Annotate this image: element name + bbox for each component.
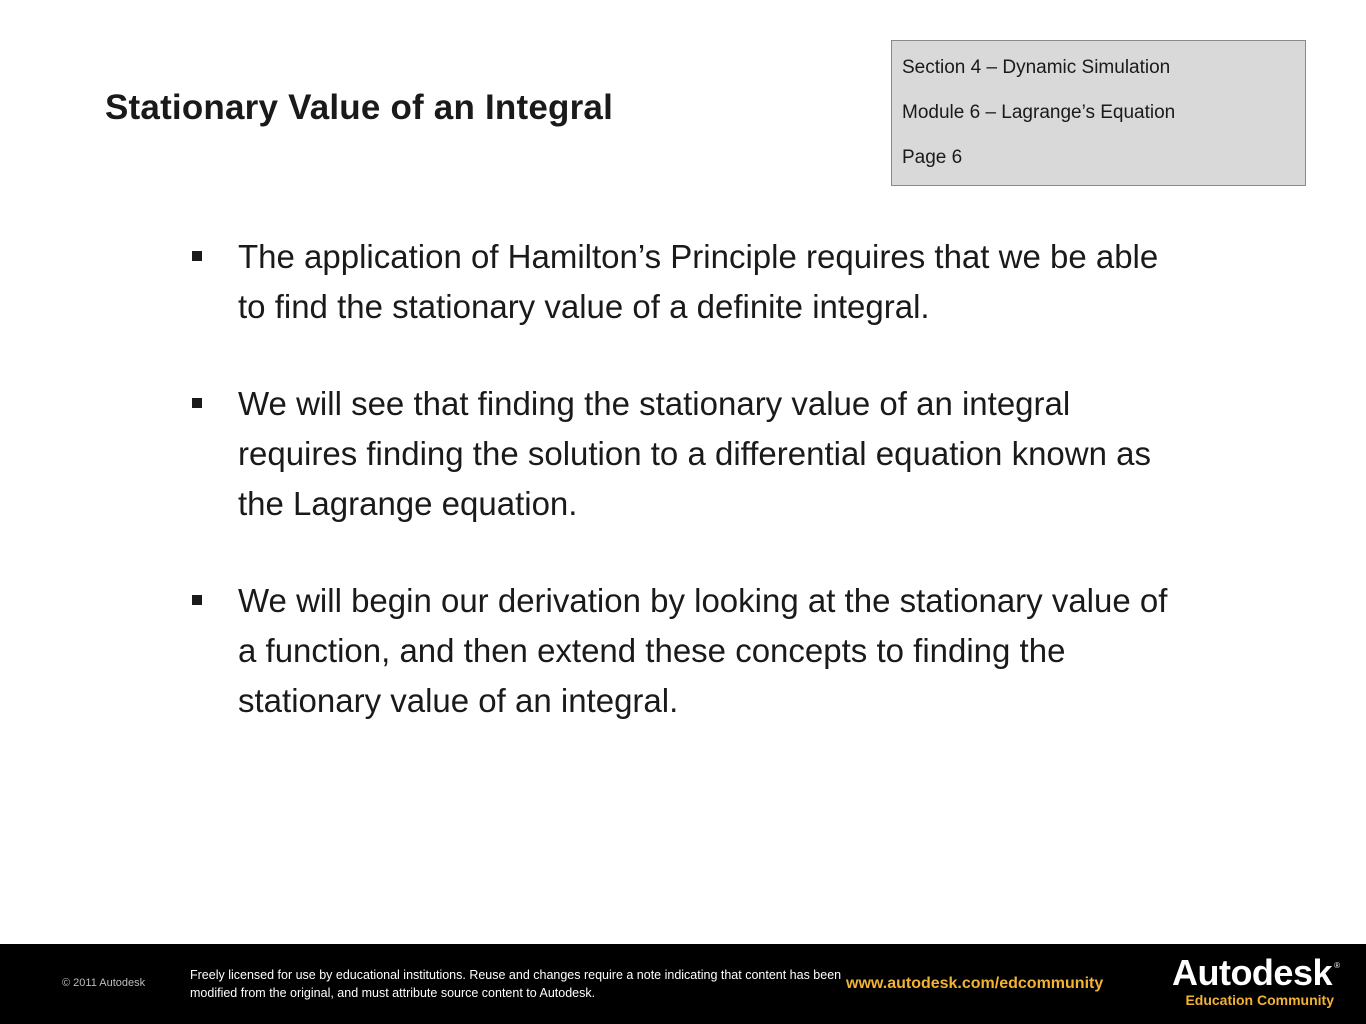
copyright-text: © 2011 Autodesk bbox=[62, 977, 146, 989]
square-bullet-icon bbox=[192, 398, 202, 408]
license-text: Freely licensed for use by educational institutions. Reuse and changes require a note indicating that content has been modified from the original, and must attribute source content to Autodesk. bbox=[190, 968, 842, 1000]
square-bullet-icon bbox=[192, 251, 202, 261]
bullet-item bbox=[192, 379, 1192, 529]
bullet-item bbox=[192, 232, 1192, 332]
section-label: Section 4 – Dynamic Simulation bbox=[902, 57, 1171, 78]
square-bullet-icon bbox=[192, 595, 202, 605]
logo-subtitle: Education Community bbox=[1185, 992, 1334, 1008]
community-link[interactable]: www.autodesk.com/edcommunity bbox=[846, 975, 1104, 992]
logo-wordmark: Autodesk bbox=[1171, 952, 1332, 993]
autodesk-logo bbox=[1160, 952, 1340, 1020]
section-info-box bbox=[891, 40, 1306, 186]
bullet-text: The application of Hamilton’s Principle requires that we be able to find the stationary value of a definite integral. bbox=[238, 238, 1159, 325]
bullet-item bbox=[192, 576, 1192, 726]
bullet-list bbox=[192, 232, 1192, 773]
registered-mark: ® bbox=[1334, 961, 1340, 970]
bullet-text: We will see that finding the stationary value of an integral requires finding the solution to a differential equation known as the Lagrange equation. bbox=[238, 385, 1151, 522]
slide-title: Stationary Value of an Integral bbox=[105, 88, 613, 127]
page-label: Page 6 bbox=[902, 147, 963, 168]
footer-bar bbox=[0, 944, 1366, 1024]
module-label: Module 6 – Lagrange’s Equation bbox=[902, 102, 1176, 123]
bullet-text: We will begin our derivation by looking at the stationary value of a function, and then extend these concepts to finding the stationary value of an integral. bbox=[238, 582, 1168, 719]
